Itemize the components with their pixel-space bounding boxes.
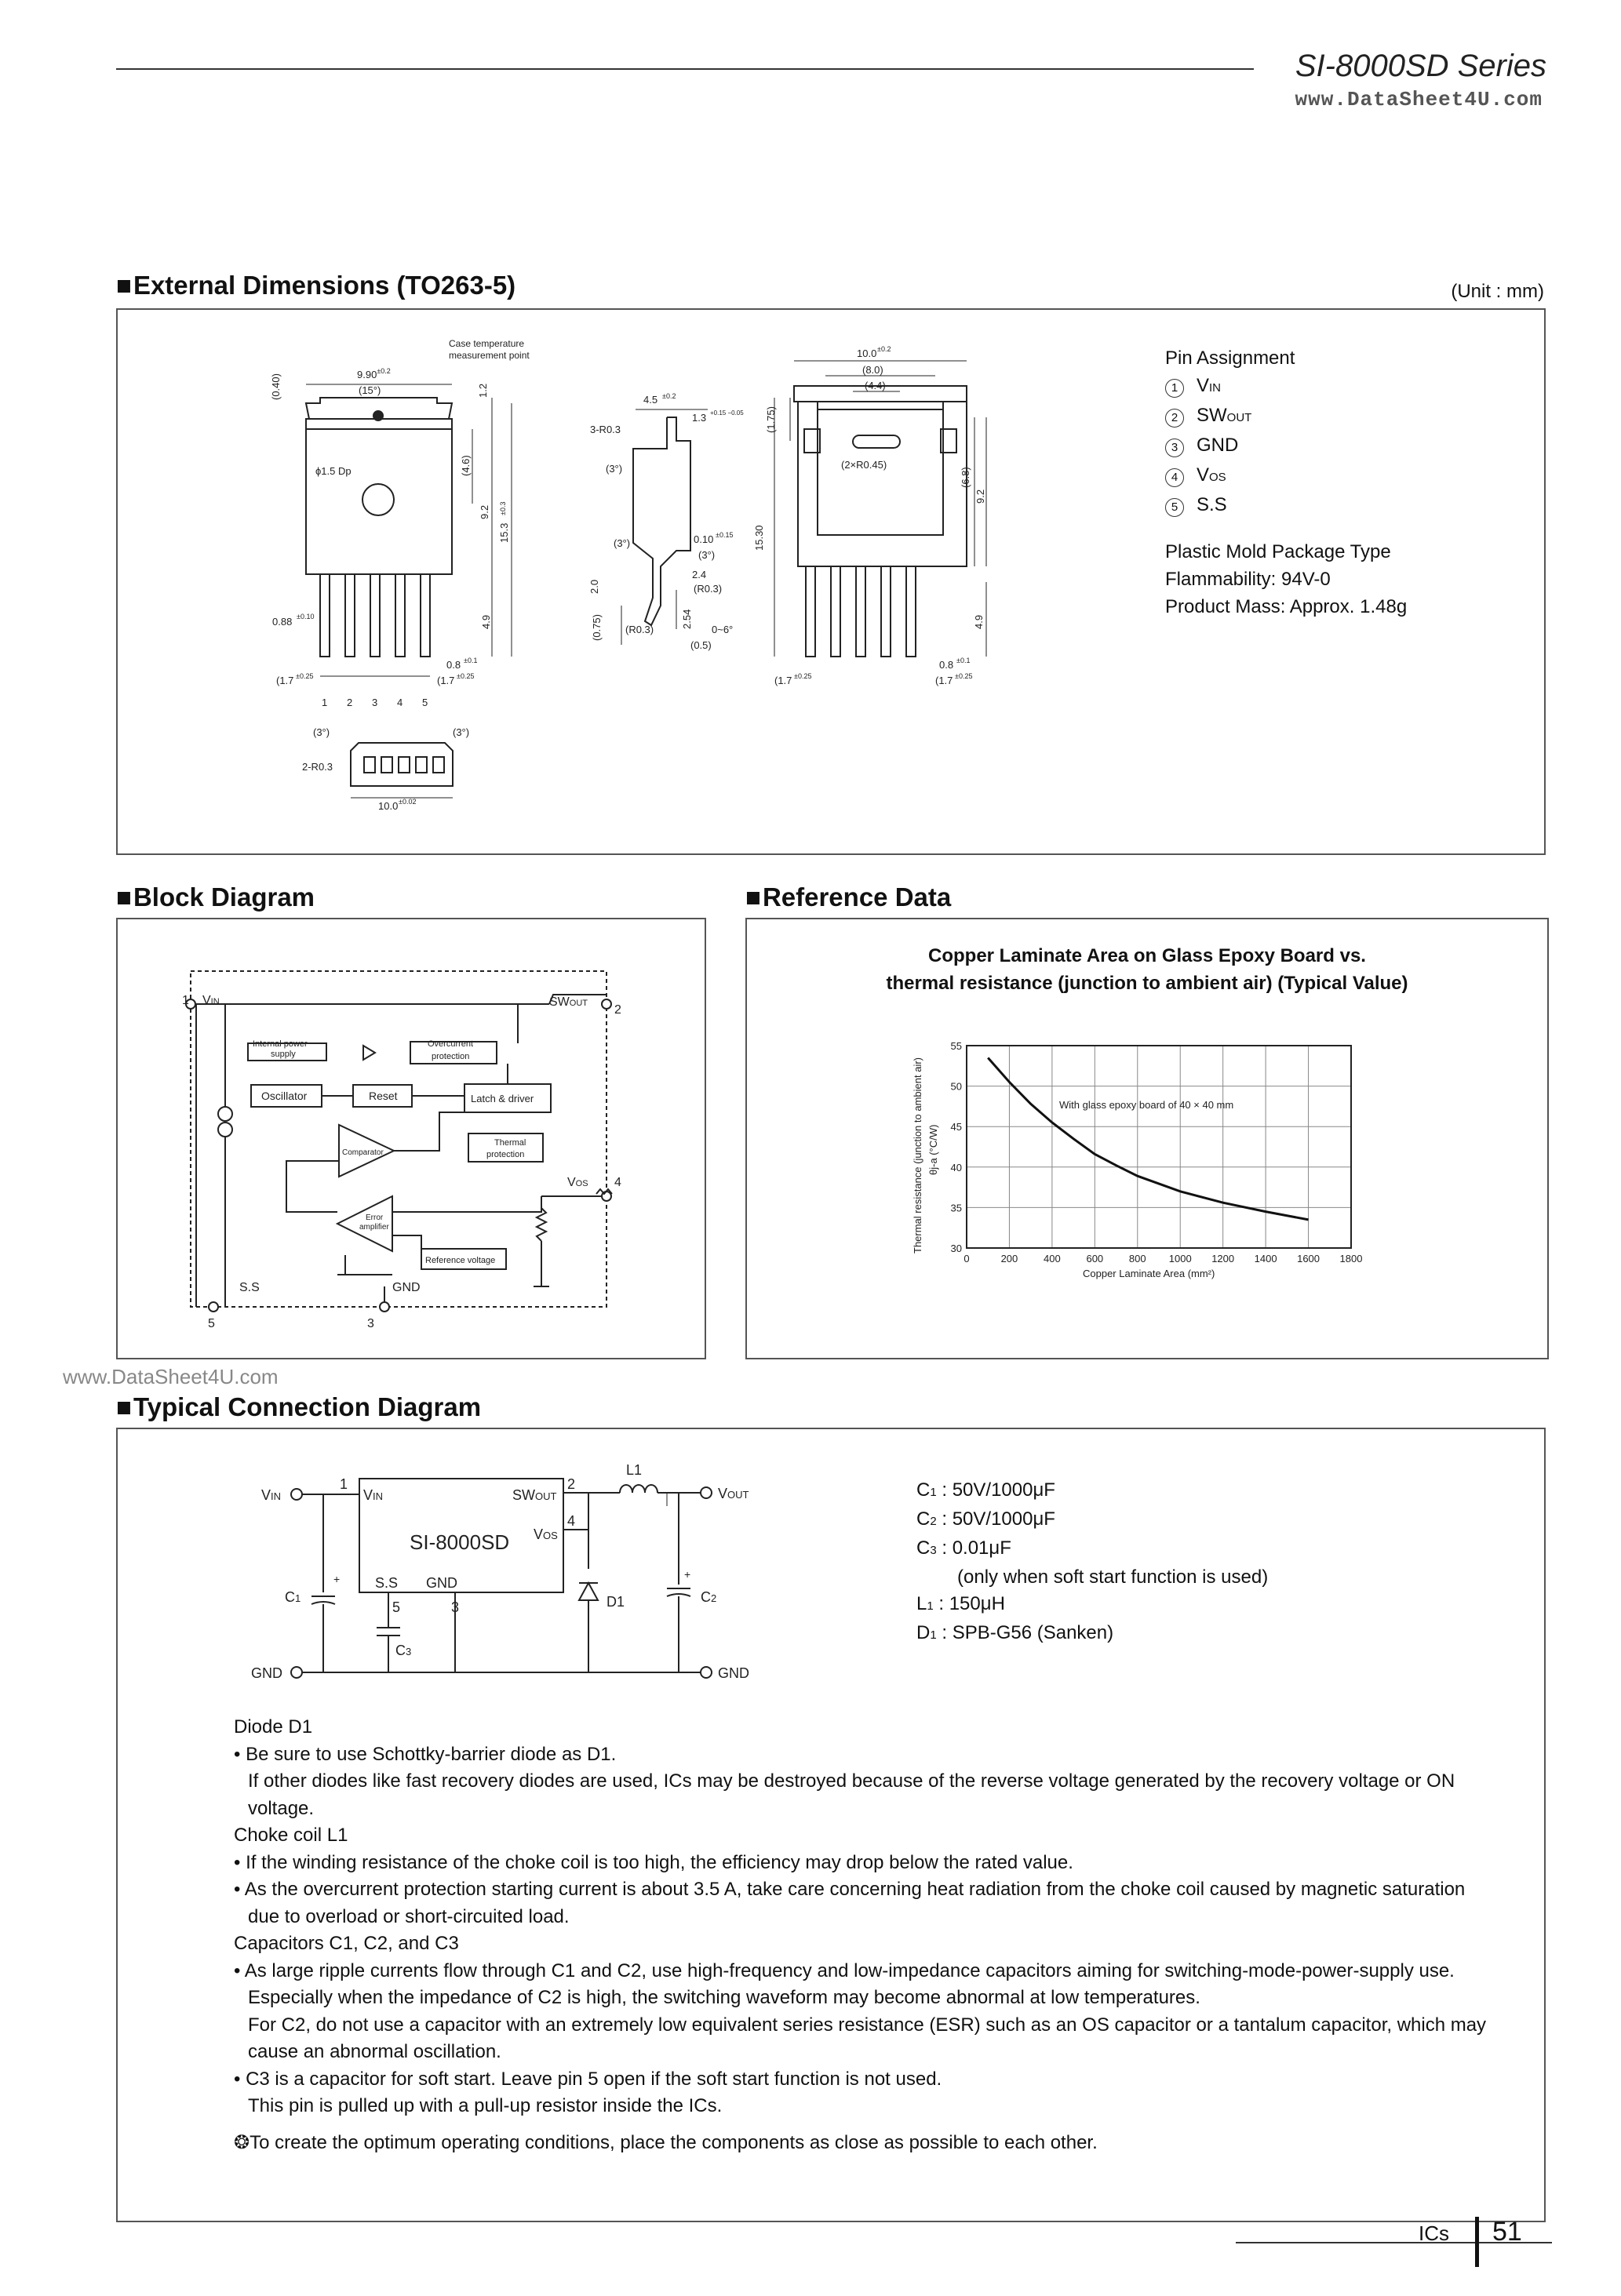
svg-text:(1.7: (1.7 [935,675,953,686]
note-caps-5: This pin is pulled up with a pull-up resistor inside the ICs. [248,2095,723,2116]
external-dimensions-box [116,308,1546,855]
chart-xlabel: Copper Laminate Area (mm²) [1083,1268,1215,1279]
back-plate [818,409,943,535]
section-typical-connection: ■ Typical Connection Diagram [116,1392,481,1422]
svg-text:protection: protection [432,1052,470,1061]
svg-text:(R0.3): (R0.3) [625,624,654,635]
svg-text:(R0.3): (R0.3) [694,583,723,595]
svg-text:C2: C2 [701,1589,717,1605]
svg-text:0.10: 0.10 [694,533,714,545]
svg-text:(3°): (3°) [313,726,330,738]
note-diode-1: • Be sure to use Schottky-barrier diode as D1. [234,1743,617,1765]
note-caps-4: • C3 is a capacitor for soft start. Leave pin 5 open if the soft start function is not used. [234,2068,942,2090]
svg-text:1: 1 [182,994,189,1007]
chart-xtick: 1000 [1168,1253,1192,1264]
note-coil-1: • If the winding resistance of the choke coil is too high, the efficiency may drop below the rated value. [234,1851,1073,1873]
svg-text:(15°): (15°) [359,384,381,396]
header-rule [116,68,1254,70]
ic-outline [191,971,607,1307]
svg-text:10.0: 10.0 [378,800,399,812]
svg-text:(3°): (3°) [614,537,631,549]
back-leads [806,566,916,657]
svg-text:C3: C3 [395,1643,412,1658]
svg-text:15.30: 15.30 [753,525,765,551]
pin-num-3: 3 [372,697,378,708]
pin-row-1: 1 VIN [1165,372,1407,402]
svg-text:L1: L1 [626,1462,643,1478]
svg-text:amplifier: amplifier [359,1223,389,1232]
notes [234,1714,1489,2156]
svg-text:2: 2 [614,1003,621,1017]
chart-ylabel-1: Thermal resistance (junction to ambient air) [912,1057,923,1254]
svg-text:2.4: 2.4 [692,569,707,580]
svg-text:Error: Error [366,1213,384,1222]
note-final: ❂To create the optimum operating conditions, place the components as close as possible to each other. [234,2131,1098,2153]
svg-text:VOUT: VOUT [718,1486,749,1501]
svg-text:±0.25: ±0.25 [296,672,314,680]
svg-text:protection: protection [486,1150,525,1159]
part-c2: C2 : 50V/1000μF [916,1508,1055,1530]
svg-text:1: 1 [340,1476,348,1492]
svg-text:C1: C1 [285,1589,301,1605]
svg-text:4.5: 4.5 [643,394,658,406]
svg-text:9.2: 9.2 [479,504,490,519]
block-diagram-box [116,918,706,1359]
svg-text:S.S: S.S [375,1575,399,1591]
svg-text:15.3: 15.3 [498,522,510,543]
chart-xtick: 600 [1086,1253,1104,1264]
svg-text:±0.10: ±0.10 [297,613,315,620]
side-profile [633,417,690,625]
chart-xtick: 1600 [1297,1253,1320,1264]
svg-text:ϕ1.5 Dp: ϕ1.5 Dp [315,465,352,477]
section-block-diagram: ■ Block Diagram [116,882,315,912]
bullet-icon: ❂ [234,2131,250,2153]
section-external-dimensions: ■ External Dimensions (TO263-5) [116,271,515,300]
chart-xtick: 200 [1000,1253,1018,1264]
chart-xtick: 1800 [1339,1253,1363,1264]
chart-xtick: 1200 [1211,1253,1235,1264]
chart-ylabel-2: θj-a (°C/W) [927,1124,939,1175]
note-coil-2: • As the overcurrent protection starting current is about 3.5 A, take care concerning heat radiation from the choke coil caused by magnetic saturation due to overload or short-circuited load. [234,1879,1466,1927]
footer-bar [1475,2217,1479,2267]
svg-text:(0.5): (0.5) [690,639,712,651]
note-heading-coil: Choke coil L1 [234,1825,348,1846]
svg-text:Reference voltage: Reference voltage [425,1256,496,1265]
svg-text:Latch & driver: Latch & driver [471,1093,534,1104]
svg-text:(0.40): (0.40) [270,373,282,400]
chart-ytick: 35 [950,1202,962,1214]
svg-text:supply: supply [271,1050,296,1059]
page-number: 51 [1492,2217,1522,2247]
pin-row-2: 2 SWOUT [1165,402,1407,431]
svg-text:GND: GND [426,1575,457,1591]
svg-text:(1.7: (1.7 [774,675,792,686]
svg-text:Reset: Reset [369,1090,398,1102]
svg-text:±0.15: ±0.15 [716,531,734,539]
svg-text:Overcurrent: Overcurrent [428,1039,474,1049]
part-d1: D1 : SPB-G56 (Sanken) [916,1622,1114,1643]
chart-ytick: 50 [950,1080,962,1093]
svg-text:±0.25: ±0.25 [955,672,973,680]
note-caps-3: For C2, do not use a capacitor with an extremely low equivalent series resistance (ESR) such as an OS capacitor or a tantalum capacitor, which may cause an abnormal oscillation. [248,2014,1487,2062]
chart-ytick: 55 [950,1040,962,1052]
chart-xtick: 400 [1044,1253,1061,1264]
svg-text:Thermal: Thermal [494,1138,526,1148]
section-reference-data: ■ Reference Data [745,882,951,912]
svg-text:4.9: 4.9 [973,614,985,629]
svg-text:9.2: 9.2 [974,489,986,504]
front-dimple [362,484,394,515]
svg-text:0~6°: 0~6° [712,624,734,635]
front-leads [320,574,430,657]
svg-text:(1.75): (1.75) [765,406,777,433]
note-diode-2: If other diodes like fast recovery diodes are used, ICs may be destroyed because of the reverse voltage generated by the recovery voltage or ON voltage. [248,1770,1455,1819]
svg-text:4.9: 4.9 [480,614,492,629]
svg-text:±0.25: ±0.25 [457,672,475,680]
pin-row-5: 5 S.S [1165,491,1407,521]
svg-text:D1: D1 [607,1594,625,1610]
pin-num-2: 2 [347,697,353,708]
svg-text:(3°): (3°) [698,549,716,561]
back-slot [853,435,900,448]
bottom-view [351,743,453,786]
svg-text:Internal power: Internal power [253,1039,308,1049]
svg-text:5: 5 [392,1599,401,1615]
svg-text:10.0: 10.0 [857,347,877,359]
svg-text:SWOUT: SWOUT [512,1487,557,1503]
svg-text:±0.3: ±0.3 [499,501,507,515]
part-c3-note: (only when soft start function is used) [957,1566,1269,1588]
svg-text:(1.7: (1.7 [437,675,455,686]
chart-ytick: 40 [950,1161,962,1173]
front-body [306,419,452,574]
svg-text:2-R0.3: 2-R0.3 [302,761,333,773]
svg-text:SWOUT: SWOUT [549,995,588,1009]
note-heading-caps: Capacitors C1, C2, and C3 [234,1933,459,1954]
pin-num-1: 1 [322,697,328,708]
chart-subtitle: thermal resistance (junction to ambient air) (Typical Value) [886,973,1408,994]
svg-text:VOS: VOS [567,1176,588,1189]
part-c1: C1 : 50V/1000μF [916,1479,1055,1501]
part-l1: L1 : 150μH [916,1593,1005,1614]
svg-text:±0.2: ±0.2 [662,392,676,400]
inductor-l1 [620,1485,658,1493]
svg-text:VIN: VIN [363,1487,384,1503]
svg-text:2.0: 2.0 [588,579,600,594]
svg-text:(0.75): (0.75) [591,614,603,641]
note-caps-1: • As large ripple currents flow through C1 and C2, use high-frequency and low-impedance capacitors aiming for switching-mode-power-supply use. [234,1959,1455,1981]
chart-xtick: 800 [1128,1253,1146,1264]
svg-text:±0.1: ±0.1 [464,657,478,664]
chart-ytick: 45 [950,1121,962,1133]
note-caps-2: Especially when the impedance of C2 is high, the switching waveform may become abnormal at low temperatures. [248,1987,1200,2008]
svg-text:(4.4): (4.4) [865,380,886,391]
chart-xtick: 1400 [1254,1253,1277,1264]
flammability: Flammability: 94V-0 [1165,569,1331,590]
svg-text:0.88: 0.88 [272,616,293,628]
svg-text:VIN: VIN [261,1487,282,1503]
diode-d1 [579,1583,598,1600]
watermark-top[interactable]: www.DataSheet4U.com [1295,88,1543,111]
svg-text:2.54: 2.54 [681,609,693,629]
unit-label: (Unit : mm) [1451,281,1544,302]
svg-text:Oscillator: Oscillator [261,1090,308,1102]
svg-text:VIN: VIN [202,994,220,1007]
svg-text:±0.1: ±0.1 [956,657,971,664]
svg-text:+: + [684,1568,691,1581]
svg-text:measurement point: measurement point [449,350,530,361]
svg-text:+0.15 −0.05: +0.15 −0.05 [710,409,744,417]
svg-text:GND: GND [718,1665,749,1681]
pin-assignment [1165,344,1407,620]
svg-text:4: 4 [614,1176,621,1189]
svg-text:+: + [333,1573,341,1585]
svg-text:4: 4 [567,1513,576,1529]
product-mass: Product Mass: Approx. 1.48g [1165,596,1408,617]
pin-assignment-title: Pin Assignment [1165,347,1295,369]
chart-xtick: 0 [963,1253,970,1264]
svg-text:Case temperature: Case temperature [449,338,525,349]
block-diagram [118,919,705,1358]
dim-w990: $9.90^{\pm 0.2}$ [357,367,391,380]
svg-text:(3°): (3°) [453,726,470,738]
svg-text:S.S: S.S [239,1281,260,1294]
svg-text:±0.25: ±0.25 [794,672,812,680]
back-body [798,402,967,566]
chart-ytick: 30 [950,1243,962,1254]
svg-text:±0.02: ±0.02 [399,798,417,806]
svg-text:1.3: 1.3 [692,412,707,424]
part-c3: C3 : 0.01μF [916,1537,1011,1559]
svg-text:(1.7: (1.7 [276,675,294,686]
svg-text:3-R0.3: 3-R0.3 [590,424,621,435]
svg-text:2: 2 [567,1476,576,1492]
pin-num-5: 5 [422,697,428,708]
chart-title: Copper Laminate Area on Glass Epoxy Board vs. [928,945,1366,966]
svg-text:3: 3 [451,1599,460,1615]
svg-text:VOS: VOS [534,1526,558,1542]
footer-section: ICs [1419,2221,1449,2245]
svg-text:(8.0): (8.0) [862,364,883,376]
svg-text:GND: GND [392,1281,421,1294]
svg-text:Comparator: Comparator [342,1148,384,1157]
svg-text:(3°): (3°) [606,463,623,475]
svg-text:±0.2: ±0.2 [877,345,891,353]
series-title: SI-8000SD Series [1295,49,1546,83]
svg-text:(6.8): (6.8) [960,467,971,488]
watermark-mid[interactable]: www.DataSheet4U.com [63,1365,279,1388]
ic-name: SI-8000SD [410,1530,510,1554]
svg-text:5: 5 [208,1317,215,1330]
parts-list [916,1477,1268,1649]
note-heading-diode: Diode D1 [234,1716,313,1737]
chart-annotation: With glass epoxy board of 40 × 40 mm [1059,1099,1234,1111]
pin-row-3: 3 GND [1165,431,1407,461]
package-type: Plastic Mold Package Type [1165,541,1391,562]
svg-text:GND: GND [251,1665,282,1681]
svg-text:0.8: 0.8 [939,659,954,671]
svg-text:0.8: 0.8 [446,659,461,671]
svg-text:(2×R0.45): (2×R0.45) [841,459,887,471]
pin-row-4: 4 VOS [1165,461,1407,491]
pin-num-4: 4 [397,697,403,708]
svg-text:1.2: 1.2 [477,383,489,398]
svg-text:(4.6): (4.6) [460,455,472,476]
svg-text:3: 3 [367,1317,374,1330]
